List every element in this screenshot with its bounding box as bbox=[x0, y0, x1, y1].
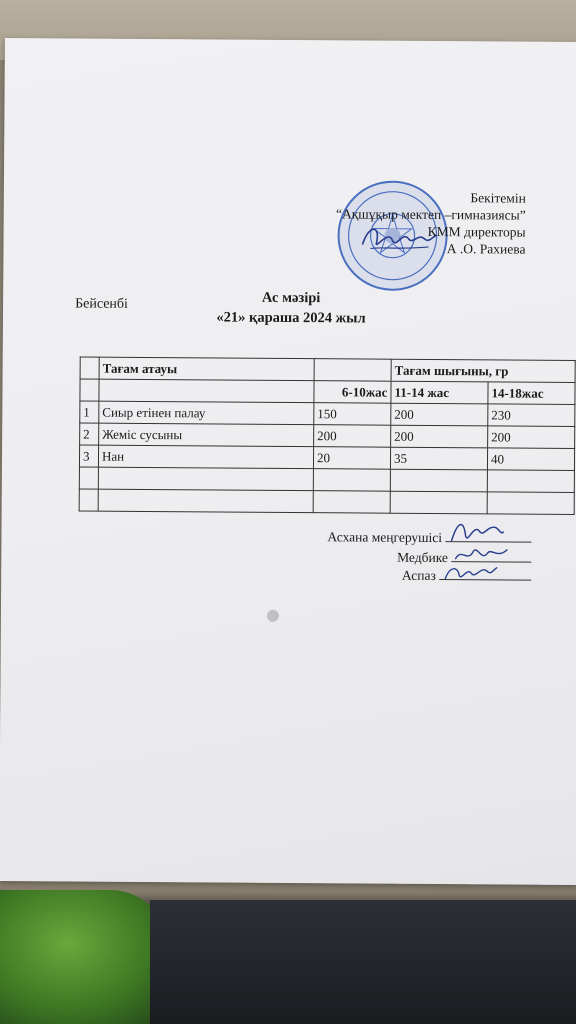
portion-value: 200 bbox=[314, 425, 391, 448]
approval-position: КММ директоры bbox=[427, 223, 526, 240]
age-group-3: 14-18жас bbox=[488, 382, 575, 405]
menu-document bbox=[0, 38, 576, 885]
approval-school: “Ақшұқыр мектеп –гимназиясы” bbox=[335, 206, 526, 223]
dark-chair bbox=[150, 900, 576, 1024]
paper-hole-mark bbox=[267, 610, 279, 622]
menu-date: «21» қараша 2024 жыл bbox=[216, 309, 366, 327]
portion-value: 40 bbox=[487, 448, 574, 471]
header-dish-name: Тағам атауы bbox=[99, 357, 314, 381]
portion-value: 35 bbox=[390, 447, 487, 470]
menu-table bbox=[79, 357, 576, 515]
portion-value: 200 bbox=[488, 426, 575, 449]
row-number: 2 bbox=[80, 423, 99, 445]
portion-value: 200 bbox=[391, 403, 488, 426]
approval-title: Бекітемін bbox=[470, 190, 526, 206]
cook-label: Аспаз bbox=[401, 567, 436, 584]
nurse-label: Медбике bbox=[397, 549, 449, 566]
age-group-1: 6-10жас bbox=[314, 381, 391, 404]
approval-block bbox=[336, 188, 526, 257]
menu-title: Ас мәзірі bbox=[261, 289, 321, 307]
table-row-empty bbox=[79, 489, 574, 514]
dish-name: Нан bbox=[98, 445, 313, 469]
signature-line bbox=[439, 567, 531, 581]
canteen-head-label: Асхана меңгерушісі bbox=[327, 529, 443, 546]
header-consumption: Тағам шығыны, гр bbox=[391, 359, 575, 382]
dish-name: Жеміс сусыны bbox=[99, 423, 314, 447]
row-number: 1 bbox=[80, 401, 99, 423]
approval-director-name: А .О. Рахиева bbox=[446, 241, 526, 257]
cook-signature-icon bbox=[439, 559, 499, 585]
portion-value: 150 bbox=[314, 403, 391, 426]
portion-value: 230 bbox=[488, 404, 575, 427]
row-number: 3 bbox=[79, 445, 98, 467]
green-chair bbox=[0, 890, 170, 1024]
portion-value: 200 bbox=[391, 425, 488, 448]
age-group-2: 11-14 жас bbox=[391, 381, 488, 404]
portion-value: 20 bbox=[313, 447, 390, 470]
dish-name: Сиыр етінен палау bbox=[99, 401, 314, 425]
signature-cook bbox=[402, 567, 531, 585]
weekday: Бейсенбі bbox=[75, 296, 129, 312]
